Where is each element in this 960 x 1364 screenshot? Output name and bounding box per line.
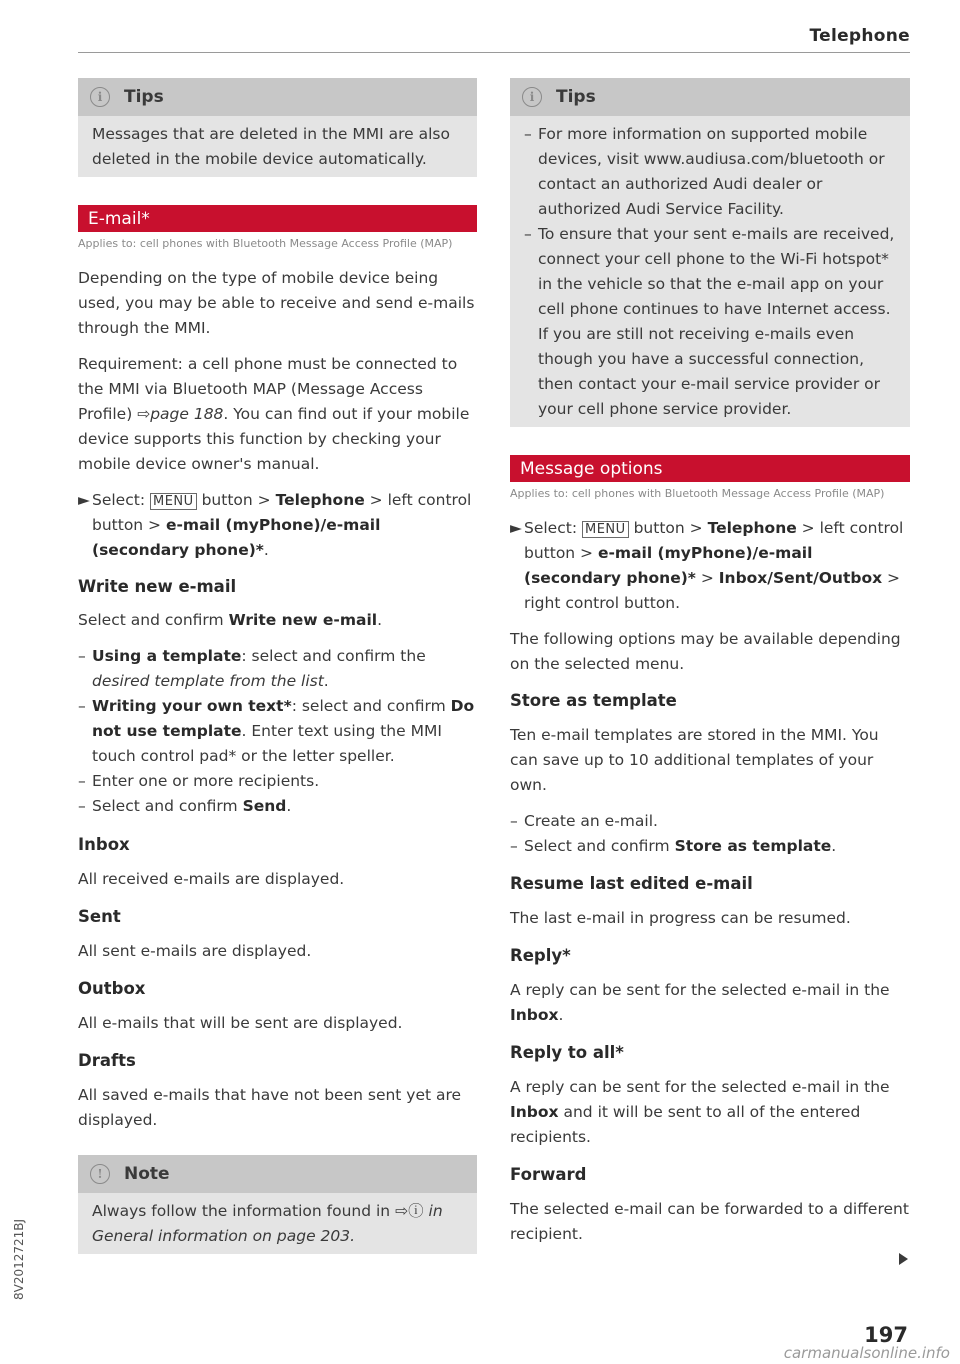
watermark: carmanualsonline.info [783,1344,950,1362]
select-folders: Inbox/Sent/Outbox [718,569,883,587]
options-intro: The following options may be available depending on the selected menu. [510,630,901,673]
item-bold: Writing your own text* [92,697,292,715]
select-button-word: button [201,491,253,509]
page-number: 197 [864,1323,908,1347]
inbox-heading: Inbox [78,835,130,854]
note-text [78,1193,477,1254]
tips-title: Tips [124,87,164,107]
message-section-bar: Message options [510,455,910,482]
tips-item-text: For more information on supported mobile devices, visit www.audiusa.com/bluetooth or contact an authorized Audi dealer or authorized Audi Service Facility. [538,125,885,218]
item-text: : select and confirm the [241,647,426,665]
requirement-text: Requirement: a cell phone must be connected to the MMI via Bluetooth MAP (Message Access Profile) [78,355,458,423]
info-icon: i [90,87,110,107]
reply-text-a: A reply can be sent for the selected e-mail in the [510,981,890,999]
tips-box-head [510,78,910,116]
select-button-word: button [633,519,685,537]
outbox-heading: Outbox [78,979,146,998]
tips-box-head [78,78,477,116]
item-bold: Store as template [674,837,832,855]
replyall-heading: Reply to all* [510,1043,624,1062]
store-heading: Store as template [510,691,677,710]
select-telephone: Telephone [707,519,797,537]
document-code: 8V2012721BJ [12,1218,26,1300]
select-target: e-mail (myPhone)/e-mail (secondary phone)* [524,544,813,587]
select-right: right control button. [524,594,681,612]
note-box [78,1155,477,1254]
tips-item: – For more information on supported mobile devices, visit www.audiusa.com/bluetooth or contact an authorized Audi dealer or authorized Audi Service Facility. [524,125,885,218]
item-text: Enter one or more recipients. [92,772,320,790]
select-telephone: Telephone [275,491,365,509]
outbox-text: All e-mails that will be sent are displayed. [78,1014,403,1032]
item-text: Select and confirm [524,837,675,855]
sent-heading: Sent [78,907,121,926]
select-prefix: Select: [92,491,146,509]
list-item: – Select and confirm Send. [78,797,292,815]
write-text-a: Select and confirm [78,611,224,629]
resume-text: The last e-mail in progress can be resumed. [510,909,851,927]
item-bold: Using a template [92,647,242,665]
replyall-text [510,1075,910,1150]
list-item: – Writing your own text*: select and confirm Do not use template. Enter text using the MMI touch control pad* or the letter speller. [78,697,475,765]
item-text: : select and confirm [291,697,451,715]
write-text: Select and confirm Write new e-mail. [78,611,383,629]
tips-item: – To ensure that your sent e-mails are received, connect your cell phone to the Wi-Fi hotspot* in the vehicle so that the e-mail app on your cell phone continues to have Internet access. If you are still not receiving e-mails even though you have a successful connection, then contact your e-mail service provider or your cell phone service provider. [524,225,895,418]
drafts-text: All saved e-mails that have not been sent yet are displayed. [78,1086,462,1129]
select-left: left control button [524,519,904,562]
note-ref-icon: ⇨ⓘ [395,1202,424,1220]
select-step: ► Select: MENU button > Telephone > left control button > e-mail (myPhone)/e-mail (secondary phone)* > Inbox/Sent/Outbox > right control button. [510,516,910,616]
list-item: – Select and confirm Store as template. [510,837,837,855]
right-column [510,78,910,1247]
select-prefix: Select: [524,519,578,537]
step-arrow-icon: ► [510,519,522,537]
menu-key: MENU [582,521,629,538]
forward-heading: Forward [510,1165,587,1184]
item-text: Create an e-mail. [524,812,658,830]
inbox-text: All received e-mails are displayed. [78,870,345,888]
tips-item-text: To ensure that your sent e-mails are received, connect your cell phone to the Wi-Fi hotspot* in the vehicle so that the e-mail app on your cell phone continues to have Internet access. If you are still not receiving e-mails even though you have a successful connection, then contact your e-mail service provider or your cell phone service provider. [538,225,895,418]
list-item: – Enter one or more recipients. [78,772,320,790]
list-item: – Create an e-mail. [510,812,658,830]
note-text-a: Always follow the information found in [92,1202,391,1220]
step-arrow-icon: ► [78,491,90,509]
tips-title: Tips [556,87,596,107]
tips-body [510,116,910,427]
item-bold: Send [242,797,287,815]
select-left: left control button [92,491,472,534]
select-step: ► Select: MENU button > Telephone > left control button > e-mail (myPhone)/e-mail (secondary phone)*. [78,488,477,563]
resume-heading: Resume last edited e-mail [510,874,753,893]
store-text: Ten e-mail templates are stored in the MMI. You can save up to 10 additional templates of your own. [510,726,879,794]
item-text-2: . Enter text using the MMI touch control pad* or the letter speller. [92,722,442,765]
sent-text: All sent e-mails are displayed. [78,942,312,960]
email-intro: Depending on the type of mobile device being used, you may be able to receive and send e-mails through the MMI. [78,269,475,337]
warning-icon: ! [90,1164,110,1184]
menu-key: MENU [150,493,197,510]
page-ref-arrow-icon: ⇨ [137,405,151,423]
item-text: Select and confirm [92,797,243,815]
requirement-text-2: . You can find out if your mobile device supports this function by checking your mobile device owner's manual. [78,405,470,473]
info-icon: i [522,87,542,107]
running-head: Telephone [809,26,910,46]
reply-heading: Reply* [510,946,571,965]
note-ref-link[interactable]: in General information on page 203. [92,1202,443,1245]
drafts-heading: Drafts [78,1051,136,1070]
tips-text: Messages that are deleted in the MMI are also deleted in the mobile device automatically. [92,125,450,168]
replyall-text-b: and it will be sent to all of the entered recipients. [510,1103,861,1146]
select-target: e-mail (myPhone)/e-mail (secondary phone)* [92,516,381,559]
replyall-text-a: A reply can be sent for the selected e-mail in the [510,1078,890,1096]
tips-box-left [78,78,477,177]
applies-to-text: Applies to: cell phones with Bluetooth Message Access Profile (MAP) [78,237,453,250]
write-text-b: Write new e-mail [228,611,378,629]
list-item: – Using a template: select and confirm the desired template from the list. [78,647,426,690]
reply-text: A reply can be sent for the selected e-mail in the Inbox. [510,981,890,1024]
reply-text-bold: Inbox [510,1006,559,1024]
forward-text: The selected e-mail can be forwarded to a different recipient. [510,1200,909,1243]
note-title: Note [124,1164,170,1184]
replyall-text-bold: Inbox [510,1103,559,1121]
item-bold-2: Do not use template [92,697,475,740]
email-section-bar: E-mail* [78,205,477,232]
header-rule [78,52,910,53]
write-heading: Write new e-mail [78,577,237,596]
note-box-head [78,1155,477,1193]
item-italic: desired template from the list [92,672,324,690]
continue-arrow-icon [899,1253,908,1265]
left-column [78,78,477,1254]
page-ref-link[interactable]: page 188 [150,405,224,423]
tips-box-right [510,78,910,427]
email-requirement [78,352,477,477]
applies-to-text: Applies to: cell phones with Bluetooth Message Access Profile (MAP) [510,487,885,500]
